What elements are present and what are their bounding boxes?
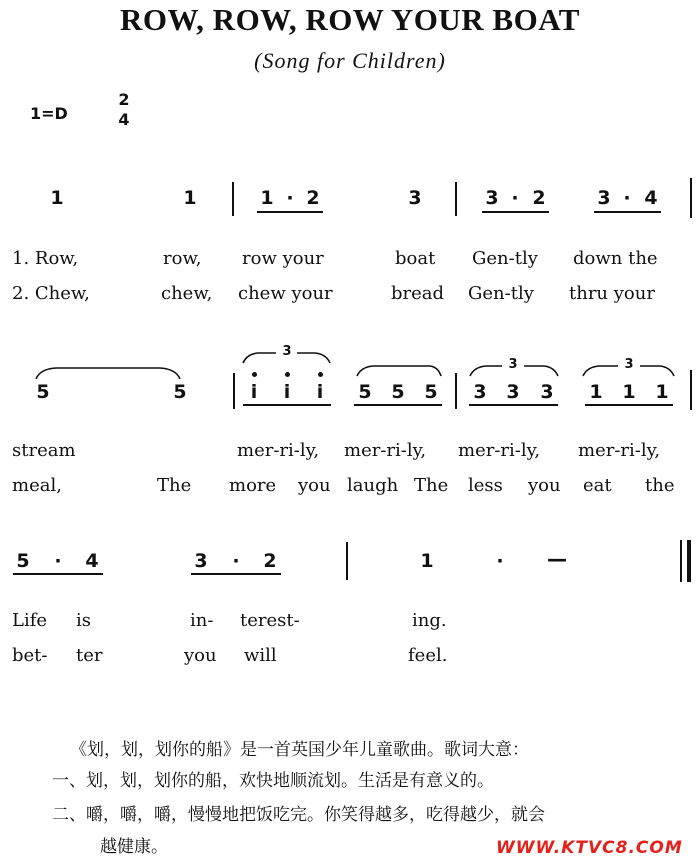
lyric-verse2: The [414, 475, 449, 496]
lyric-verse2: less [468, 475, 503, 496]
lyric-verse1: 1. Row, [12, 248, 79, 269]
lyric-verse1: mer-ri-ly, [237, 440, 320, 461]
lyric-verse2: bread [391, 283, 445, 304]
slur-arc [524, 366, 558, 376]
note: 1 [655, 381, 669, 403]
note: 2 [306, 187, 320, 209]
slur-arc [470, 366, 502, 376]
note: 2 [532, 187, 546, 209]
lyric-verse1: row your [242, 248, 324, 269]
underline-beam [191, 573, 281, 575]
note: 1 [50, 187, 64, 209]
triplet-mark: 3 [624, 357, 634, 372]
slur-arc [640, 366, 674, 376]
lyric-verse2: more [229, 475, 277, 496]
underline-beam [13, 573, 103, 575]
lyric-verse1: is [76, 610, 91, 631]
note: 5 [358, 381, 372, 403]
lyric-verse1: down the [573, 248, 658, 269]
lyric-verse2: you [528, 475, 561, 496]
triplet-mark: 3 [508, 357, 518, 372]
note: 1 [183, 187, 197, 209]
note-dot: · [496, 550, 504, 572]
note: 3 [540, 381, 554, 403]
lyric-verse2: will [244, 645, 277, 666]
barline [455, 373, 457, 409]
lyric-verse1: ing. [412, 610, 447, 631]
note-dot: · [623, 187, 631, 209]
slur-arc [357, 366, 441, 376]
note-dot: · [232, 550, 240, 572]
note: 3 [473, 381, 487, 403]
lyric-verse2: feel. [408, 645, 448, 666]
lyric-verse2: Gen-tly [468, 283, 534, 304]
lyric-verse2: chew, [161, 283, 213, 304]
note: 5 [173, 381, 187, 403]
slur-arc [243, 353, 276, 363]
lyric-verse2: meal, [12, 475, 62, 496]
key-signature: 1=D [30, 104, 68, 123]
lyric-verse2: The [157, 475, 192, 496]
lyric-verse1: row, [163, 248, 202, 269]
underline-beam [354, 404, 442, 406]
lyric-verse2: chew your [238, 283, 333, 304]
sustain-dash: — [547, 547, 567, 571]
slur-arc [583, 366, 618, 376]
lyric-verse1: boat [395, 248, 436, 269]
underline-beam [243, 404, 331, 406]
note: 3 [408, 187, 422, 209]
notes-line-1: 一、划，划，划你的船，欢快地顺流划。生活是有意义的。 [52, 771, 494, 791]
note: 5 [391, 381, 405, 403]
song-subtitle: (Song for Children) [254, 48, 446, 73]
octave-dot [252, 372, 257, 377]
meter-numerator: 2 [118, 90, 130, 109]
triplet-mark: 3 [282, 344, 292, 359]
tie-arc [36, 368, 180, 379]
lyric-verse2: eat [583, 475, 612, 496]
lyric-verse2: 2. Chew, [12, 283, 90, 304]
lyric-verse2: the [645, 475, 675, 496]
lyric-verse2: you [184, 645, 217, 666]
note: 1 [622, 381, 636, 403]
lyric-verse1: mer-ri-ly, [458, 440, 541, 461]
lyric-verse2: thru your [569, 283, 655, 304]
note: 4 [85, 550, 99, 572]
octave-dot [285, 372, 290, 377]
note: 3 [485, 187, 499, 209]
lyric-verse1: mer-ri-ly, [578, 440, 661, 461]
watermark: WWW.KTVC8.COM [496, 838, 683, 858]
lyric-verse2: you [298, 475, 331, 496]
note: 5 [424, 381, 438, 403]
lyric-verse1: stream [12, 440, 76, 461]
note: 4 [644, 187, 658, 209]
notes-intro: 《划，划，划你的船》是一首英国少年儿童歌曲。歌词大意： [70, 740, 529, 760]
note-dot: · [511, 187, 519, 209]
final-barline-thick [687, 540, 691, 582]
notes-line-2: 二、嚼，嚼，嚼，慢慢地把饭吃完。你笑得越多，吃得越少，就会 [52, 805, 545, 825]
barline [690, 370, 692, 410]
barline [346, 542, 348, 580]
note: 2 [263, 550, 277, 572]
note-high: i [316, 381, 324, 403]
lyric-verse1: mer-ri-ly, [344, 440, 427, 461]
lyric-verse2: ter [76, 645, 103, 666]
note: 3 [597, 187, 611, 209]
song-title: ROW, ROW, ROW YOUR BOAT [120, 2, 580, 37]
slur-arc [297, 353, 330, 363]
note: 1 [589, 381, 603, 403]
underline-beam [585, 404, 673, 406]
final-barline-thin [680, 540, 682, 582]
underline-beam [469, 404, 558, 406]
lyric-verse1: terest- [240, 610, 300, 631]
note: 1 [260, 187, 274, 209]
barline [233, 373, 235, 409]
note-high: i [283, 381, 291, 403]
lyric-verse1: Life [12, 610, 48, 631]
octave-dot [318, 372, 323, 377]
notes-line-2-cont: 越健康。 [100, 837, 168, 857]
note-dot: · [286, 187, 294, 209]
note: 3 [194, 550, 208, 572]
note-dot: · [54, 550, 62, 572]
lyric-verse2: bet- [12, 645, 48, 666]
note: 3 [506, 381, 520, 403]
meter-denominator: 4 [118, 110, 130, 129]
note: 1 [420, 550, 434, 572]
note-high: i [250, 381, 258, 403]
lyric-verse2: laugh [347, 475, 399, 496]
lyric-verse1: Gen-tly [472, 248, 538, 269]
lyric-verse1: in- [190, 610, 214, 631]
note: 5 [16, 550, 30, 572]
note: 5 [36, 381, 50, 403]
